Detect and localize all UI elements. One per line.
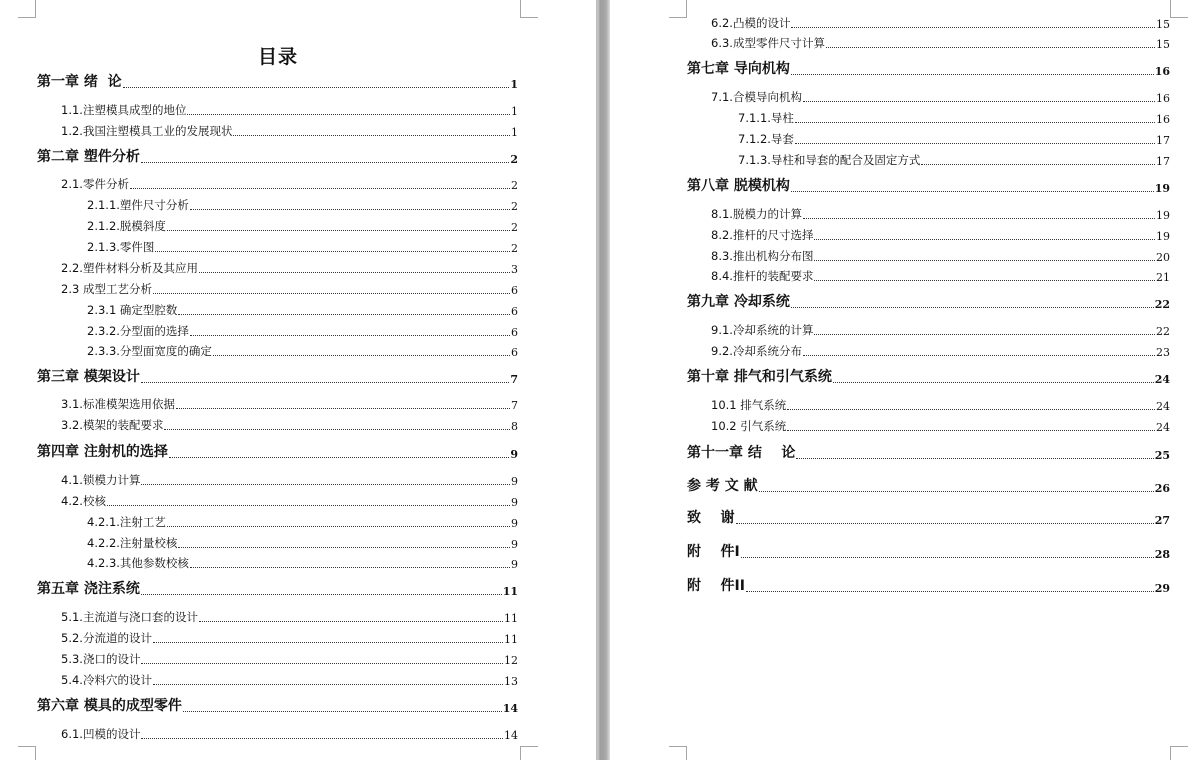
toc-page-number: 29	[1154, 582, 1170, 595]
toc-dot-leader	[167, 230, 510, 231]
toc-dot-leader	[130, 188, 510, 189]
toc-entry-title: 2.1.2.脱模斜度	[87, 219, 166, 233]
toc-entry-title: 8.4.推杆的装配要求	[711, 269, 814, 283]
toc-entry-chapter	[37, 73, 518, 91]
toc-page-number: 22	[1154, 298, 1170, 311]
toc-entry-title: 第八章 脱模机构	[687, 178, 790, 194]
toc-page-number: 2	[510, 153, 518, 166]
toc-entry-section	[61, 673, 518, 688]
toc-entry-section	[61, 652, 518, 667]
toc-entry-subsection	[87, 536, 518, 551]
toc-entry-title: 第六章 模具的成型零件	[37, 698, 182, 714]
toc-entry-title: 4.1.锁模力计算	[61, 473, 141, 487]
toc-entry-title: 4.2.2.注射量校核	[87, 536, 178, 550]
toc-page-number: 2	[511, 179, 518, 192]
toc-dot-leader	[153, 642, 503, 643]
toc-entry-chapter	[37, 580, 518, 598]
toc-page-number: 17	[1156, 155, 1170, 168]
toc-dot-leader	[141, 162, 509, 163]
toc-entry-title: 5.2.分流道的设计	[61, 631, 152, 645]
toc-entry-title: 2.1.3.零件图	[87, 240, 155, 254]
toc-page-number: 9	[511, 538, 518, 551]
toc-page-number: 19	[1156, 230, 1170, 243]
toc-entry-chapter	[37, 148, 518, 166]
toc-page-number: 27	[1154, 514, 1170, 527]
toc-entry-subsection	[738, 111, 1170, 126]
toc-entry-title: 2.3.2.分型面的选择	[87, 324, 189, 338]
toc-page-number: 1	[511, 126, 518, 139]
toc-dot-leader	[921, 164, 1155, 165]
toc-dot-leader	[141, 382, 509, 383]
toc-entry-section	[711, 398, 1170, 413]
toc-dot-leader	[803, 355, 1155, 356]
toc-entry-title: 第九章 冷却系统	[687, 294, 790, 310]
toc-entry-section	[61, 103, 518, 118]
toc-page-number: 12	[504, 654, 518, 667]
toc-entry-section	[711, 249, 1170, 264]
toc-dot-leader	[141, 594, 502, 595]
toc-dot-leader	[187, 114, 510, 115]
toc-page-number: 11	[502, 585, 518, 598]
margin-corner-mark	[1170, 746, 1188, 760]
toc-dot-leader	[183, 711, 502, 712]
toc-entry-title: 2.1.1.塑件尺寸分析	[87, 198, 189, 212]
toc-entry-title: 第十一章 结 论	[687, 445, 796, 461]
toc-entry-title: 6.2.凸模的设计	[711, 16, 791, 30]
toc-dot-leader	[233, 135, 510, 136]
toc-dot-leader	[795, 122, 1155, 123]
toc-entry-title: 第十章 排气和引气系统	[687, 369, 832, 385]
toc-dot-leader	[795, 143, 1155, 144]
toc-dot-leader	[787, 430, 1155, 431]
toc-page-number: 11	[504, 633, 518, 646]
toc-page-number: 2	[511, 200, 518, 213]
toc-dot-leader	[190, 567, 510, 568]
toc-page-number: 9	[511, 475, 518, 488]
toc-dot-leader	[791, 191, 1154, 192]
toc-entry-chapter	[37, 443, 518, 461]
toc-dot-leader	[153, 293, 510, 294]
margin-corner-mark	[669, 746, 687, 760]
toc-entry-title: 5.1.主流道与浇口套的设计	[61, 610, 198, 624]
toc-dot-leader	[741, 557, 1154, 558]
toc-dot-leader	[833, 382, 1154, 383]
toc-entry-section	[711, 207, 1170, 222]
toc-entry-subsection	[87, 324, 518, 339]
toc-page-number: 9	[511, 496, 518, 509]
toc-page-number: 2	[511, 221, 518, 234]
document-page-left	[0, 0, 596, 760]
toc-entry-title: 4.2.3.其他参数校核	[87, 556, 189, 570]
toc-entry-subsection	[738, 132, 1170, 147]
toc-page-number: 16	[1156, 113, 1170, 126]
toc-entry-title: 参 考 文 献	[687, 478, 758, 494]
toc-entry-title: 第一章 绪 论	[37, 74, 122, 90]
toc-page-number: 26	[1154, 482, 1170, 495]
toc-dot-leader	[787, 409, 1155, 410]
toc-entry-title: 8.3.推出机构分布图	[711, 249, 814, 263]
toc-entry-subsection	[87, 556, 518, 571]
toc-page-number: 15	[1156, 18, 1170, 31]
toc-page-number: 21	[1156, 271, 1170, 284]
toc-page-number: 16	[1156, 92, 1170, 105]
toc-entry-title: 4.2.1.注射工艺	[87, 515, 166, 529]
toc-entry-section	[711, 269, 1170, 284]
toc-page-number: 11	[504, 612, 518, 625]
toc-entry-title: 7.1.1.导柱	[738, 111, 794, 125]
toc-entry-title: 8.1.脱模力的计算	[711, 207, 802, 221]
toc-entry-title: 7.1.合模导向机构	[711, 90, 802, 104]
toc-page-number: 24	[1156, 400, 1170, 413]
toc-entry-subsection	[87, 515, 518, 530]
toc-dot-leader	[791, 27, 1155, 28]
toc-entry-title: 第三章 模架设计	[37, 369, 140, 385]
toc-entry-title: 2.1.零件分析	[61, 177, 129, 191]
toc-entry-title: 3.2.模架的装配要求	[61, 418, 164, 432]
margin-corner-mark	[520, 0, 538, 18]
toc-dot-leader	[178, 314, 510, 315]
toc-entry-title: 附 件II	[687, 578, 745, 594]
toc-entry-subsection	[87, 198, 518, 213]
toc-entry-subsection	[87, 240, 518, 255]
toc-entry-title: 4.2.校核	[61, 494, 106, 508]
toc-dot-leader	[141, 484, 510, 485]
toc-dot-leader	[164, 429, 510, 430]
page-gutter	[596, 0, 610, 760]
margin-corner-mark	[669, 0, 687, 18]
toc-entry-title: 5.3.浇口的设计	[61, 652, 141, 666]
toc-entry-section	[61, 473, 518, 488]
toc-entry-title: 第五章 浇注系统	[37, 581, 140, 597]
toc-entry-section	[711, 344, 1170, 359]
toc-entry-title: 致 谢	[687, 510, 735, 526]
toc-entry-chapter	[687, 368, 1170, 386]
toc-entry-chapter	[37, 368, 518, 386]
toc-entry-chapter	[687, 543, 1170, 561]
toc-entry-section	[711, 36, 1170, 51]
toc-dot-leader	[803, 101, 1155, 102]
toc-entry-title: 9.2.冷却系统分布	[711, 344, 802, 358]
toc-entry-title: 10.1 排气系统	[711, 398, 787, 412]
toc-entry-title: 8.2.推杆的尺寸选择	[711, 228, 814, 242]
toc-entry-subsection	[87, 344, 518, 359]
toc-entry-section	[61, 610, 518, 625]
toc-dot-leader	[814, 334, 1155, 335]
toc-entry-section	[711, 16, 1170, 31]
toc-page-number: 19	[1154, 182, 1170, 195]
toc-entry-title: 2.3.1 确定型腔数	[87, 303, 178, 317]
toc-entry-section	[61, 177, 518, 192]
toc-page-number: 3	[511, 263, 518, 276]
toc-entry-subsection	[87, 303, 518, 318]
toc-dot-leader	[169, 457, 509, 458]
toc-dot-leader	[746, 591, 1154, 592]
toc-page-number: 14	[502, 702, 518, 715]
toc-dot-leader	[153, 684, 503, 685]
toc-entry-chapter	[687, 509, 1170, 527]
toc-dot-leader	[107, 505, 510, 506]
toc-entry-section	[61, 631, 518, 646]
margin-corner-mark	[18, 0, 36, 18]
toc-entry-title: 5.4.冷料穴的设计	[61, 673, 152, 687]
margin-corner-mark	[520, 746, 538, 760]
toc-dot-leader	[814, 260, 1155, 261]
toc-entry-subsection	[87, 219, 518, 234]
toc-dot-leader	[155, 251, 510, 252]
toc-entry-section	[61, 397, 518, 412]
toc-page-number: 24	[1154, 373, 1170, 386]
toc-dot-leader	[814, 239, 1155, 240]
toc-page-number: 16	[1154, 65, 1170, 78]
toc-page-number: 14	[504, 729, 518, 742]
toc-dot-leader	[167, 526, 510, 527]
toc-dot-leader	[123, 87, 510, 88]
toc-page-number: 7	[511, 399, 518, 412]
margin-corner-mark	[1170, 0, 1188, 18]
toc-dot-leader	[791, 74, 1154, 75]
toc-entry-title: 1.1.注塑模具成型的地位	[61, 103, 187, 117]
toc-dot-leader	[199, 621, 503, 622]
toc-dot-leader	[141, 663, 503, 664]
toc-entry-chapter	[687, 177, 1170, 195]
toc-entry-section	[711, 323, 1170, 338]
document-page-right	[610, 0, 1198, 760]
toc-page-number: 6	[511, 326, 518, 339]
toc-page-number: 20	[1156, 251, 1170, 264]
toc-page-number: 1	[511, 105, 518, 118]
toc-entry-title: 附 件I	[687, 544, 740, 560]
toc-entry-title: 1.2.我国注塑模具工业的发展现状	[61, 124, 233, 138]
toc-page-number: 13	[504, 675, 518, 688]
toc-page-number: 6	[511, 346, 518, 359]
toc-entry-section	[61, 282, 518, 297]
toc-page-number: 15	[1156, 38, 1170, 51]
toc-page-number: 6	[511, 305, 518, 318]
toc-dot-leader	[736, 523, 1154, 524]
toc-dot-leader	[803, 218, 1155, 219]
toc-entry-chapter	[687, 293, 1170, 311]
toc-dot-leader	[791, 307, 1154, 308]
toc-entry-section	[711, 90, 1170, 105]
toc-page-number: 17	[1156, 134, 1170, 147]
toc-entry-chapter	[687, 60, 1170, 78]
toc-entry-title: 2.3 成型工艺分析	[61, 282, 152, 296]
toc-entry-title: 7.1.2.导套	[738, 132, 794, 146]
toc-dot-leader	[178, 547, 510, 548]
toc-entry-title: 2.2.塑件材料分析及其应用	[61, 261, 198, 275]
toc-page-number: 25	[1154, 449, 1170, 462]
toc-entry-chapter	[687, 577, 1170, 595]
toc-dot-leader	[796, 458, 1153, 459]
toc-entry-chapter	[687, 477, 1170, 495]
toc-page-number: 22	[1156, 325, 1170, 338]
toc-page-number: 28	[1154, 548, 1170, 561]
toc-dot-leader	[176, 408, 510, 409]
toc-page-number: 7	[510, 373, 518, 386]
toc-dot-leader	[190, 209, 510, 210]
toc-dot-leader	[814, 280, 1155, 281]
toc-entry-title: 3.1.标准模架选用依据	[61, 397, 175, 411]
toc-page-number: 23	[1156, 346, 1170, 359]
toc-entry-title: 10.2 引气系统	[711, 419, 787, 433]
toc-entry-chapter	[37, 697, 518, 715]
toc-page-number: 24	[1156, 421, 1170, 434]
toc-entry-section	[61, 418, 518, 433]
toc-page-number: 2	[511, 242, 518, 255]
toc-entry-title: 7.1.3.导柱和导套的配合及固定方式	[738, 153, 921, 167]
toc-entry-section	[61, 124, 518, 139]
margin-corner-mark	[18, 746, 36, 760]
toc-entry-section	[61, 494, 518, 509]
toc-entry-section	[711, 419, 1170, 434]
toc-entry-title: 第二章 塑件分析	[37, 149, 140, 165]
toc-dot-leader	[826, 47, 1155, 48]
toc-entry-title: 第七章 导向机构	[687, 61, 790, 77]
toc-entry-subsection	[738, 153, 1170, 168]
toc-page-number: 8	[511, 420, 518, 433]
toc-entry-title: 第四章 注射机的选择	[37, 444, 168, 460]
toc-dot-leader	[199, 272, 510, 273]
toc-dot-leader	[759, 491, 1154, 492]
toc-page-number: 9	[511, 558, 518, 571]
toc-page-number: 19	[1156, 209, 1170, 222]
toc-page-number: 1	[510, 78, 518, 91]
toc-title: 目录	[257, 46, 298, 68]
toc-page-number: 9	[511, 517, 518, 530]
toc-page-number: 6	[511, 284, 518, 297]
toc-page-number: 9	[510, 448, 518, 461]
toc-entry-title: 6.3.成型零件尺寸计算	[711, 36, 825, 50]
toc-entry-chapter	[687, 444, 1170, 462]
toc-dot-leader	[213, 355, 510, 356]
toc-entry-title: 2.3.3.分型面宽度的确定	[87, 344, 212, 358]
toc-entry-title: 6.1.凹模的设计	[61, 727, 141, 741]
toc-entry-section	[61, 727, 518, 742]
toc-dot-leader	[190, 335, 510, 336]
toc-entry-title: 9.1.冷却系统的计算	[711, 323, 814, 337]
toc-entry-section	[711, 228, 1170, 243]
toc-dot-leader	[141, 738, 503, 739]
toc-entry-section	[61, 261, 518, 276]
